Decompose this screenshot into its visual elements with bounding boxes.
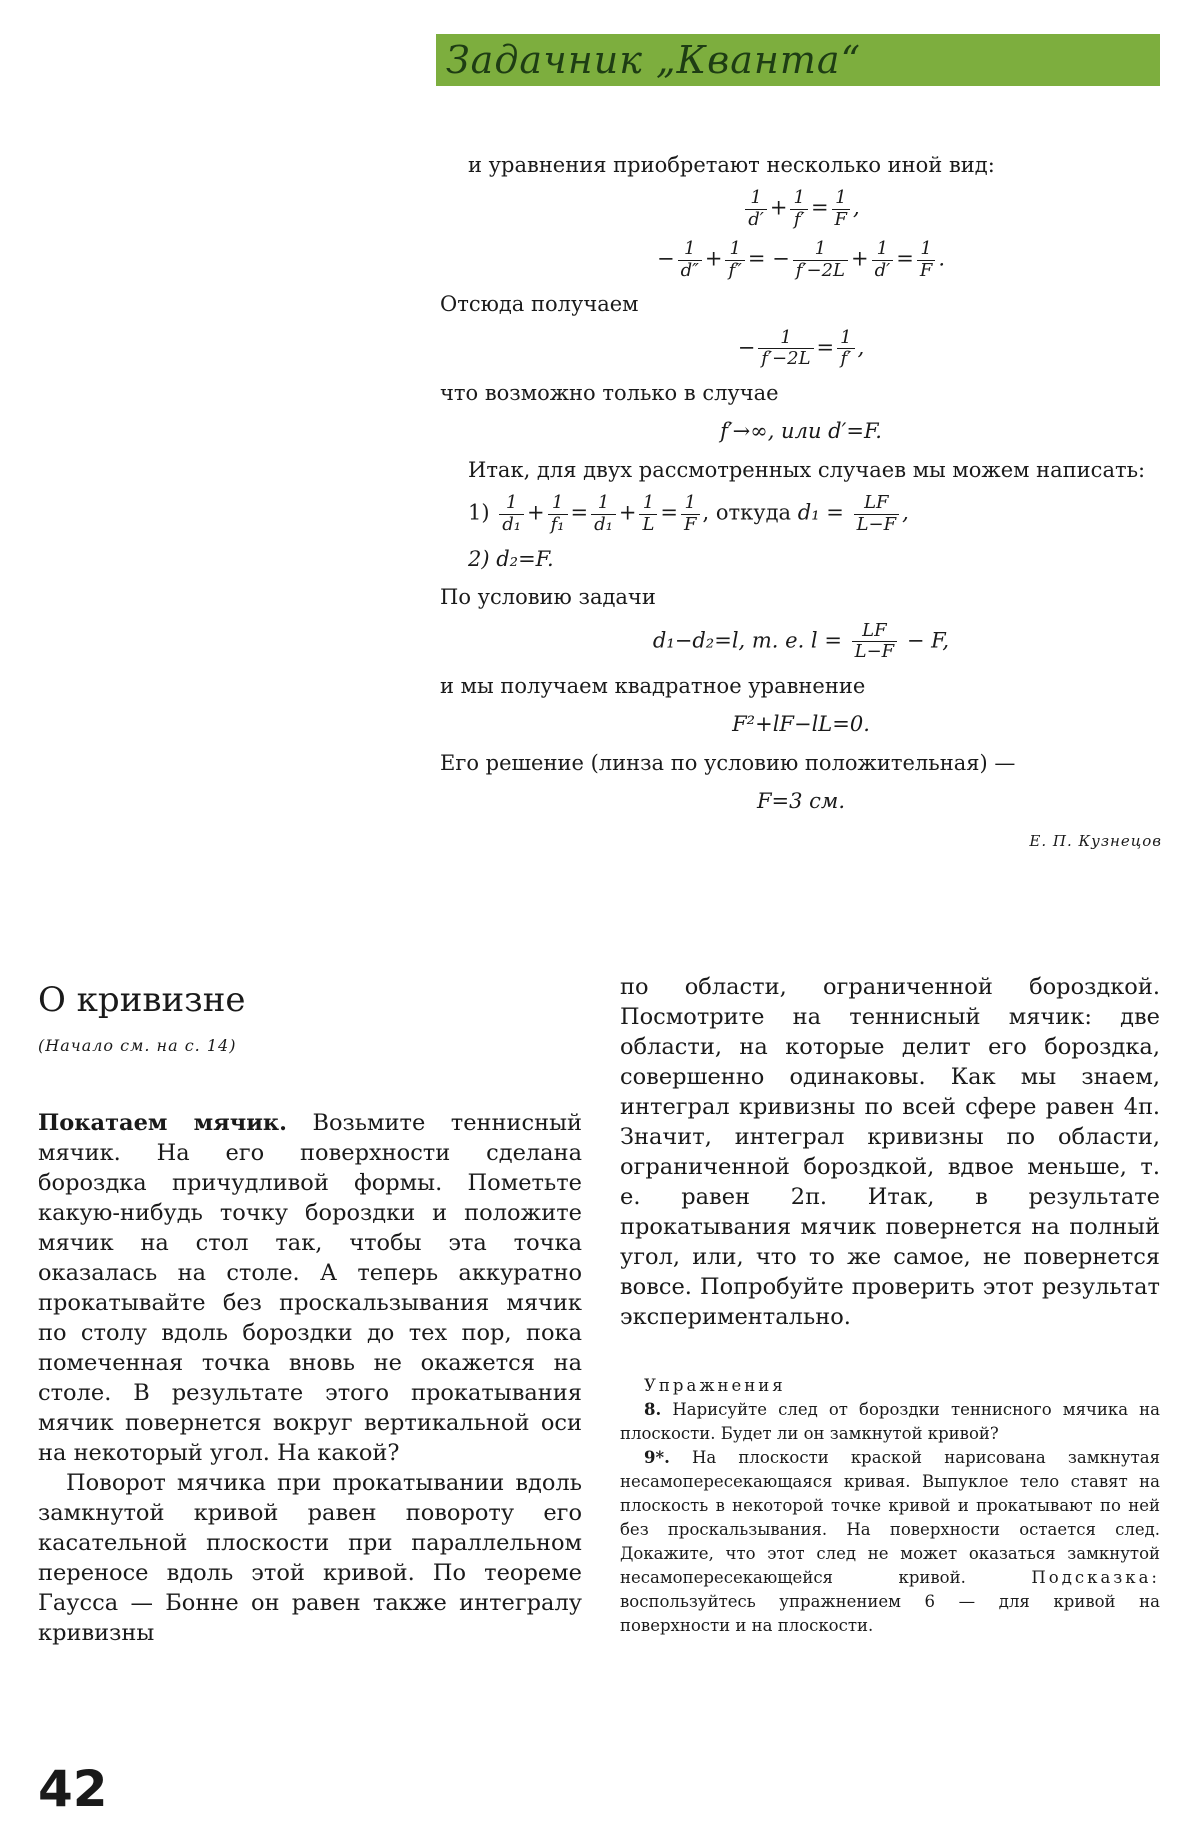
case1-text: , откуда	[702, 501, 792, 525]
equation-7: F²+lF−lL=0.	[732, 712, 870, 737]
equation-6: d₁−d₂=l, т. е. l = $\frac{LF}{L-F}$ − F,	[652, 619, 950, 663]
case1-label: 1)	[468, 501, 490, 525]
hint-label: Подсказка:	[1031, 1568, 1160, 1587]
equation-5: 1) $\frac{1}{\text{d₁}}$ + $\frac{1}{\text{f₁}}$ = $\frac{1}{\text{d₁}}$ + $\frac{1}{L}$ = $\frac{1}{F}$ , откуда d₁ = $\frac{LF}{L-F}$ ,	[468, 492, 909, 535]
exercises-title: Упражнения	[644, 1376, 786, 1395]
exercises	[620, 1374, 1160, 1638]
section-heading: О кривизне	[38, 980, 246, 1020]
exercise-9-number: 9*.	[644, 1448, 670, 1467]
text-p7: Его решение (линза по условию положительная) —	[440, 750, 1016, 775]
equation-4: f′→∞, или d′=F.	[720, 419, 882, 444]
exercise-8-number: 8.	[644, 1400, 662, 1419]
paragraph-3: по области, ограниченной бороздкой. Посмотрите на теннисный мячик: две области, на которые делит его бороздка, совершенно одинаковы. Как мы знаем, интеграл кривизны по всей сфере равен 4π. Значит, интеграл кривизны по области, ограниченной бороздкой, вдвое меньше, т. е. равен 2π. Итак, в результате прокатывания мячик повернется на полный угол, или, что то же самое, не повернется вовсе. Попробуйте проверить этот результат экспериментально.	[620, 974, 1160, 1330]
exercise-9-text: На плоскости краской нарисована замкнутая несамопересекающаяся кривая. Выпуклое тело ставят на плоскость в некоторой точке кривой и прокатывают по ней без проскальзывания. На поверхности остается след. Докажите, что этот след не может оказаться замкнутой несамопересекающейся кривой.	[620, 1448, 1160, 1587]
page-number: 42	[38, 1760, 108, 1818]
exercise-9	[620, 1446, 1160, 1638]
text-p5: По условию задачи	[440, 585, 656, 610]
eq6-left: d₁−d₂=l, т. е. l =	[652, 628, 842, 653]
eq6-right: − F,	[906, 628, 950, 653]
exercise-8-text: Нарисуйте след от бороздки теннисного мячика на плоскости. Будет ли он замкнутой кривой?	[620, 1400, 1160, 1443]
banner-title: Задачник „Кванта“	[446, 38, 861, 82]
text-p6: и мы получаем квадратное уравнение	[440, 673, 866, 698]
text-p2: Отсюда получаем	[440, 292, 639, 317]
equation-1: $\frac{1}{d'}$ + $\frac{1}{f'}$ = $\frac{1}{F}$ ,	[440, 188, 1162, 230]
equation-8: F=3 см.	[756, 789, 846, 814]
paragraph-2: Поворот мячика при прокатывании вдоль замкнутой кривой равен повороту его касательной плоскости при параллельном переносе вдоль этой кривой. По теореме Гаусса — Бонне он равен также интегралу кривизны	[38, 1470, 582, 1646]
equation-2: − $\frac{1}{d''}$ + $\frac{1}{f''}$ = − $\frac{1}{f'-2L}$ + $\frac{1}{d'}$ = $\frac{1}{F}$ .	[657, 237, 945, 281]
text-p1: и уравнения приобретают несколько иной вид:	[468, 153, 995, 177]
continuation-note: (Начало см. на с. 14)	[38, 1036, 237, 1055]
lead-in: Покатаем мячик.	[38, 1110, 287, 1136]
text-p3: что возможно только в случае	[440, 381, 779, 405]
author-signature: Е. П. Кузнецов	[1029, 831, 1162, 850]
section-banner	[436, 34, 1160, 86]
article-top	[440, 150, 1162, 852]
equation-3: − $\frac{1}{f'-2L}$ = $\frac{1}{f'}$ ,	[737, 326, 865, 370]
paragraph-1	[38, 1108, 582, 1468]
exercise-8	[620, 1398, 1160, 1446]
paragraph-1-text: Возьмите теннисный мячик. На его поверхности сделана бороздка причудливой формы. Пометьте какую-нибудь точку бороздки и положите мячик на стол так, чтобы эта точка оказалась на столе. А теперь аккуратно прокатывайте без проскальзывания мячик по столу вдоль бороздки до тех пор, пока помеченная точка вновь не окажется на столе. В результате этого прокатывания мячик повернется вокруг вертикальной оси на некоторый угол. На какой?	[38, 1110, 583, 1466]
column-left	[38, 1108, 582, 1648]
equation-case2: 2) d₂=F.	[468, 546, 554, 571]
hint-text: воспользуйтесь упражнением 6 — для кривой на поверхности и на плоскости.	[620, 1592, 1160, 1635]
column-right	[620, 972, 1160, 1332]
text-p4: Итак, для двух рассмотренных случаев мы можем написать:	[468, 457, 1146, 482]
